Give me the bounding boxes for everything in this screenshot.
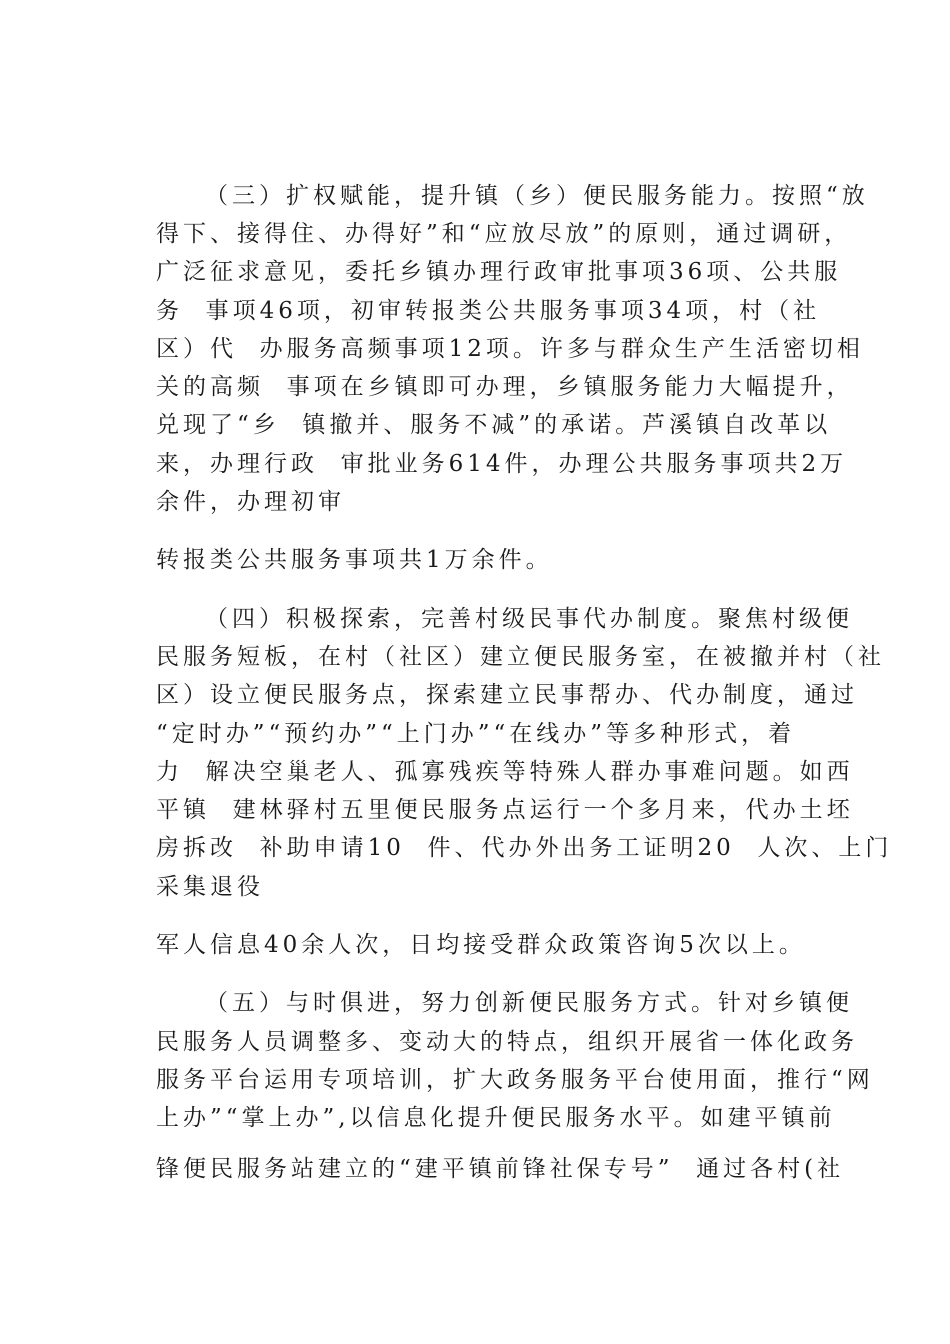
text-line: 得下、接得住、办得好”和“应放尽放”的原则，通过调研，	[156, 221, 852, 247]
text-line: 来，办理行政 审批业务614件，办理公共服务事项共2万	[156, 451, 848, 477]
text-line: （三）扩权赋能，提升镇（乡）便民服务能力。按照“放	[205, 183, 869, 209]
text-line: 民服务人员调整多、变动大的特点，组织开展省一体化政务	[156, 1029, 858, 1055]
text-line: 服务平台运用专项培训，扩大政务服务平台使用面，推行“网	[156, 1067, 874, 1093]
text-line: 区）设立便民服务点，探索建立民事帮办、代办制度，通过	[156, 682, 858, 708]
text-line: （五）与时俱进，努力创新便民服务方式。针对乡镇便	[205, 990, 853, 1016]
text-line: 房拆改 补助申请10 件、代办外出务工证明20 人次、上门	[156, 835, 893, 861]
text-line: 务 事项46项，初审转报类公共服务事项34项，村（社	[156, 298, 821, 324]
text-line: 军人信息40余人次，日均接受群众政策咨询5次以上。	[156, 932, 806, 958]
text-line: 采集退役	[156, 874, 264, 900]
text-line: 关的高频 事项在乡镇即可办理，乡镇服务能力大幅提升，	[156, 374, 854, 400]
text-line: 锋便民服务站建立的“建平镇前锋社保专号” 通过各村(社	[156, 1156, 845, 1182]
text-line: 平镇 建林驿村五里便民服务点运行一个多月来，代办土坯	[156, 797, 854, 823]
text-line: 民服务短板，在村（社区）建立便民服务室，在被撤并村（社	[156, 644, 885, 670]
text-line: “定时办”“预约办”“上门办”“在线办”等多种形式，着	[156, 721, 796, 747]
text-line: 转报类公共服务事项共1万余件。	[156, 547, 553, 573]
text-line: （四）积极探索，完善村级民事代办制度。聚焦村级便	[205, 606, 853, 632]
text-line: 上办”“掌上办”,以信息化提升便民服务水平。如建平镇前	[156, 1105, 836, 1131]
text-line: 余件，办理初审	[156, 489, 345, 515]
text-line: 力 解决空巢老人、孤寡残疾等特殊人群办事难问题。如西	[156, 759, 854, 785]
text-line: 区）代 办服务高频事项12项。许多与群众生产生活密切相	[156, 336, 864, 362]
text-line: 广泛征求意见，委托乡镇办理行政审批事项36项、公共服	[156, 259, 842, 285]
text-line: 兑现了“乡 镇撤并、服务不减”的承诺。芦溪镇自改革以	[156, 412, 832, 438]
